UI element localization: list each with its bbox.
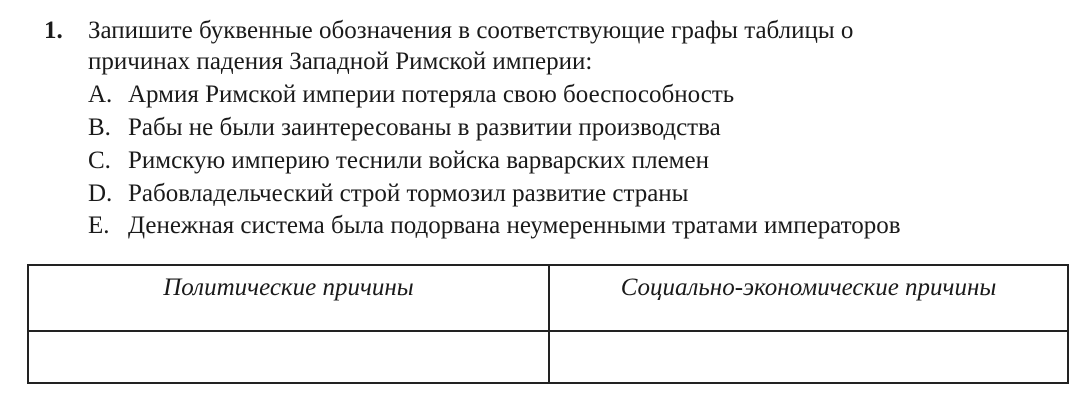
option-text: Армия Римской империи потеряла свою боеспособность [128, 81, 735, 108]
option-text: Римскую империю теснили войска варварских племен [128, 147, 709, 174]
option-d [88, 179, 688, 209]
option-a [88, 80, 734, 110]
option-letter: А. [88, 81, 113, 108]
answer-cell-socio-economic[interactable] [549, 331, 1068, 383]
table-header-row [28, 265, 1068, 331]
header-political-causes: Политические причины [28, 265, 549, 331]
table-row [28, 331, 1068, 383]
answer-cell-political[interactable] [28, 331, 549, 383]
option-text: Денежная система была подорвана неумеренными тратами императоров [128, 212, 901, 239]
option-letter: C. [88, 147, 111, 174]
question-number: 1. [44, 17, 63, 44]
option-b [88, 113, 721, 143]
option-letter: D. [88, 180, 113, 207]
option-text: Рабовладельческий строй тормозил развитие страны [128, 180, 689, 207]
option-c [88, 146, 709, 176]
option-letter: E. [88, 212, 110, 239]
option-e [88, 211, 901, 241]
header-socio-economic-causes: Социально-экономические причины [549, 265, 1068, 331]
question-text-line-1: Запишите буквенные обозначения в соответствующие графы таблицы о [88, 17, 854, 44]
answer-table [27, 264, 1069, 384]
option-text: Рабы не были заинтересованы в развитии производства [128, 114, 721, 141]
question-text-line-2: причинах падения Западной Римской империи: [88, 48, 593, 75]
option-letter: B. [88, 114, 111, 141]
